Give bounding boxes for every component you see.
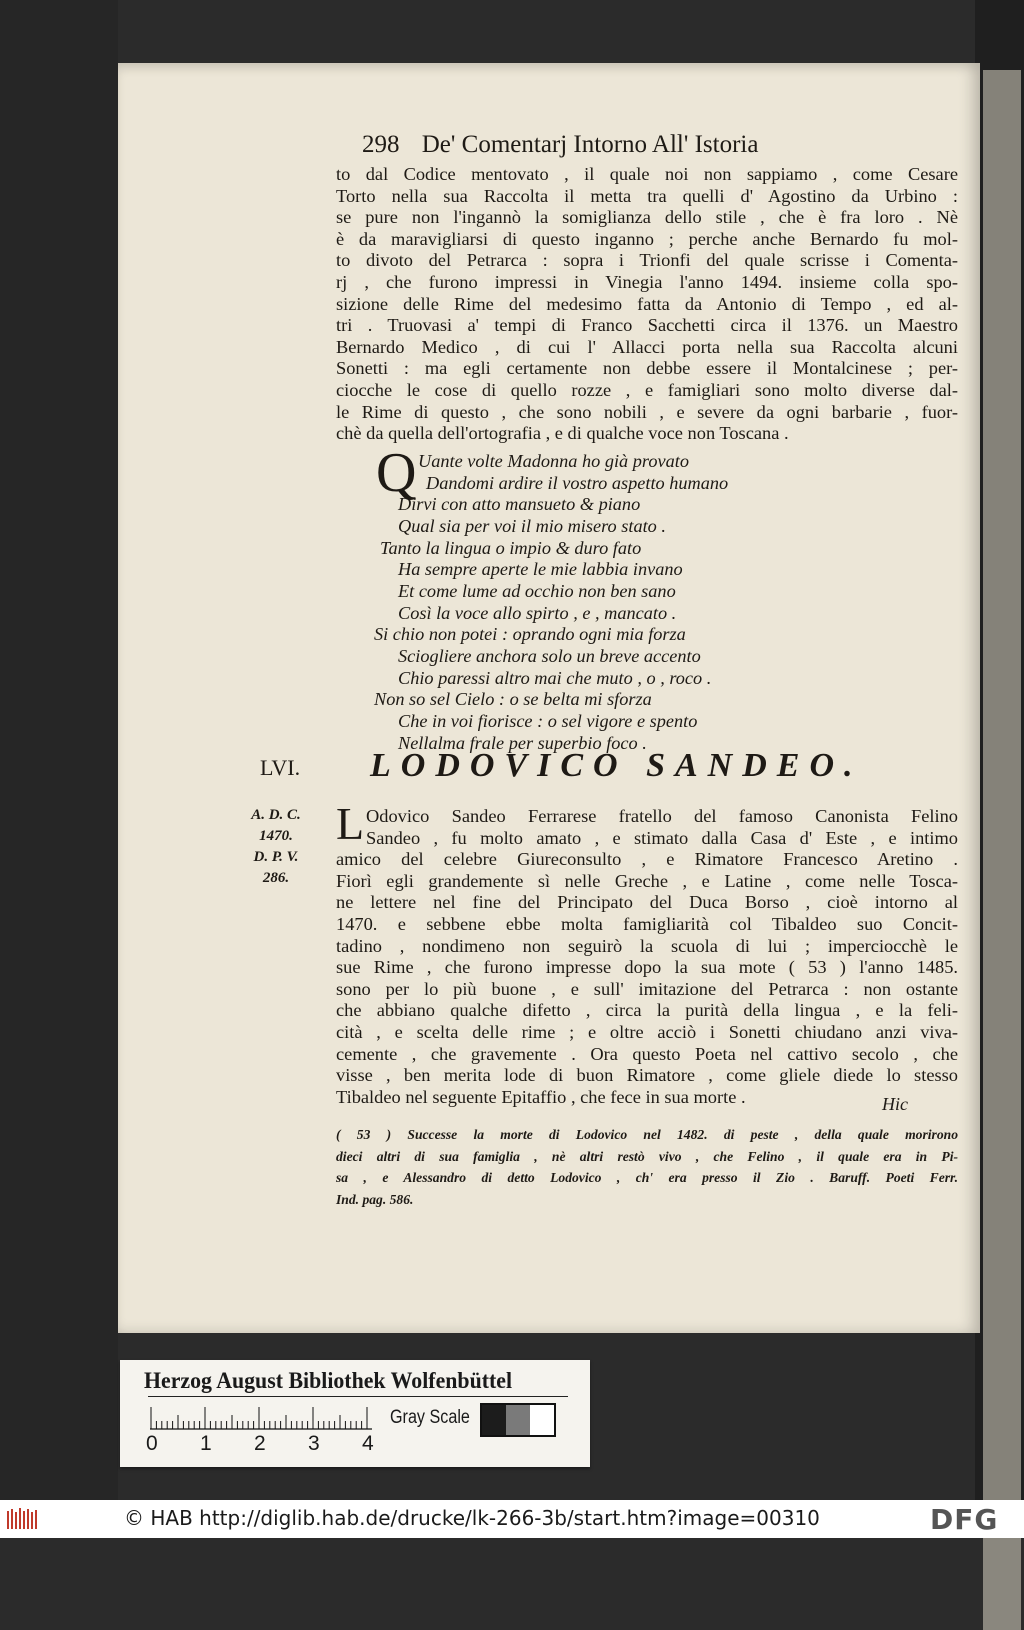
gray-scale-label: Gray Scale xyxy=(390,1407,470,1428)
text-line: Sandeo , fu molto amato , e stimato dalla Casa d' Este , e intimo xyxy=(366,827,958,848)
page-header xyxy=(362,131,882,161)
text-line: 1470. e sebbene ebbe molta famigliarità col Tibaldeo suo Concit- xyxy=(336,913,958,934)
text-line: amico del celebre Giureconsulto , e Rimatore Francesco Aretino . xyxy=(336,849,958,870)
footnote-line: Ind. pag. 586. xyxy=(336,1191,414,1207)
footnote-line: ( 53 ) Successe la morte di Lodovico nel 1482. di peste , della quale morirono xyxy=(336,1127,958,1142)
dfg-logo: DFG xyxy=(930,1503,999,1536)
section-title: LODOVICO SANDEO. xyxy=(370,747,863,784)
book-page xyxy=(118,63,980,1333)
poem-line: Sciogliere anchora solo un breve accento xyxy=(398,645,701,666)
swatch-white xyxy=(530,1405,554,1435)
calibration-card xyxy=(120,1360,590,1467)
poem-line: Uante volte Madonna ho già provato xyxy=(418,451,689,471)
text-line: Bernardo Medico , di cui l' Allacci porta nella sua Raccolta alcuni xyxy=(336,336,958,357)
footnote-line: dieci altri di sua famiglia , nè altri restò vivo , che Felino , il quale era in Pi- xyxy=(336,1148,958,1164)
poem-line: Dirvi con atto mansueto & piano xyxy=(398,494,641,515)
text-line: visse , ben merita lode di buon Rimatore , come gliele diede lo stesso xyxy=(336,1065,958,1086)
text-line: cemente , che gravemente . Ora questo Poeta nel cattivo secolo , che xyxy=(336,1043,958,1064)
text-line: tri . Truovasi a' tempi di Franco Sacchetti circa il 1376. un Maestro xyxy=(336,315,958,336)
swatch-gray xyxy=(506,1405,530,1435)
hab-logo-icon xyxy=(6,1507,38,1531)
ruler-number: 2 xyxy=(254,1432,266,1455)
text-line: Fiorì egli grandemente sì nelle Greche , e Latine , come nelle Tosca- xyxy=(336,870,958,891)
card-divider xyxy=(148,1396,568,1397)
gray-scale-swatches xyxy=(480,1403,556,1437)
text-line: se pure non l'ingannò la somiglianza dello stile , che è fra loro . Nè xyxy=(336,207,958,228)
text-line: to divoto del Petrarca : sopra i Trionfi del quale scrisse i Comenta- xyxy=(336,250,958,271)
text-line: ciocche le cose di quello rozze , e famigliari sono molto diverse dal- xyxy=(336,379,958,400)
ruler-scale xyxy=(150,1400,375,1430)
margin-note-line: A. D. C. xyxy=(251,807,301,823)
text-line: che abbiano qualche difetto , circa la purità della lingua , e la feli- xyxy=(336,1000,958,1021)
scan-background-right xyxy=(975,0,1024,1500)
poem-line: Et come lume ad occhio non ben sano xyxy=(398,580,676,601)
poem-line: Qual sia per voi il mio misero stato . xyxy=(398,515,666,536)
text-line: è da maravigliarsi di questo inganno ; perche anche Bernardo fu mol- xyxy=(336,228,958,249)
margin-note-line: D. P. V. xyxy=(253,849,299,865)
text-line: ne lettere nel fine del Principato del Duca Borso , cioè intorno al xyxy=(336,892,958,913)
running-title: De' Comentarj Intorno All' Istoria xyxy=(421,131,759,158)
text-line: sue Rime , che furono impresse dopo la sua mote ( 53 ) l'anno 1485. xyxy=(336,957,958,978)
section-body xyxy=(336,806,958,1108)
swatch-black xyxy=(482,1405,506,1435)
poem-line: Ha sempre aperte le mie labbia invano xyxy=(398,559,683,580)
poem-line: Nellalma frale per superbio foco . xyxy=(398,732,647,753)
text-line: chè da quella dell'ortografia , e di qualche voce non Toscana . xyxy=(336,423,789,444)
text-line: to dal Codice mentovato , il quale noi non sappiamo , come Cesare xyxy=(336,164,958,184)
poem-line: Si chio non potei : oprando ogni mia forza xyxy=(374,624,686,645)
copyright-link[interactable]: © HAB http://diglib.hab.de/drucke/lk-266-3b/start.htm?image=00310 xyxy=(124,1506,820,1530)
library-name: Herzog August Bibliothek Wolfenbüttel xyxy=(144,1368,513,1393)
footer-bar xyxy=(0,1500,1024,1538)
ruler-number: 4 xyxy=(362,1432,374,1455)
text-line: rj , che furono impressi in Vinegia l'anno 1494. insieme colla spo- xyxy=(336,271,958,292)
facing-page-edge xyxy=(983,70,1021,1630)
margin-note xyxy=(230,805,322,889)
text-line: Torto nella sua Raccolta il metta tra quelli d' Agostino da Urbino : xyxy=(336,185,958,206)
poem-line: Così la voce allo spirto , e , mancato . xyxy=(398,602,677,623)
ruler-number: 1 xyxy=(200,1432,212,1455)
paragraph-continuation xyxy=(336,164,958,445)
section-number: LVI. xyxy=(260,755,301,780)
poem-line: Tanto la lingua o impio & duro fato xyxy=(380,537,642,558)
text-line: tadino , nondimeno non seguirò la scuola di lui ; imperciocchè le xyxy=(336,935,958,956)
ruler-number: 3 xyxy=(308,1432,320,1455)
text-line: Sonetti : ma egli certamente non debbe essere il Montalcinese ; per- xyxy=(336,358,958,379)
footnote xyxy=(336,1124,958,1210)
poem-line: Dandomi ardire il vostro aspetto humano xyxy=(426,472,729,493)
ruler-number: 0 xyxy=(146,1432,158,1455)
poem-line: Non so sel Cielo : o se belta mi sforza xyxy=(374,689,652,710)
footnote-line: sa , e Alessandro di detto Lodovico , ch' era presso il Zio . Baruff. Poeti Ferr. xyxy=(336,1170,958,1185)
margin-note-line: 1470. xyxy=(259,828,293,844)
text-line: cità , e scelta delle rime ; e oltre acciò i Sonetti chiudano anzi viva- xyxy=(336,1021,958,1042)
poem-dropcap: Q xyxy=(376,442,417,504)
page-number: 298 xyxy=(362,131,400,158)
text-line: Odovico Sandeo Ferrarese fratello del famoso Canonista Felino xyxy=(366,806,958,826)
text-line: sizione delle Rime del medesimo fatta da Antonio di Tempo , ed al- xyxy=(336,293,958,314)
text-line: Tibaldeo nel seguente Epitaffio , che fece in sua morte . xyxy=(336,1086,746,1107)
poem-line: Che in voi fiorisce : o sel vigore e spento xyxy=(398,710,698,731)
section-dropcap: L xyxy=(336,798,365,849)
scan-background-left xyxy=(0,0,118,1500)
sonnet xyxy=(374,451,794,754)
catchword: Hic xyxy=(882,1094,908,1114)
ruler-numbers xyxy=(144,1432,384,1456)
margin-note-line: 286. xyxy=(262,870,290,886)
poem-line: Chio paressi altro mai che muto , o , roco . xyxy=(398,667,712,688)
text-line: sono per lo più buone , e sull' imitazione del Petrarca : non ostante xyxy=(336,978,958,999)
text-line: le Rime di questo , che sono nobili , e severe da ogni barbarie , fuor- xyxy=(336,401,958,422)
